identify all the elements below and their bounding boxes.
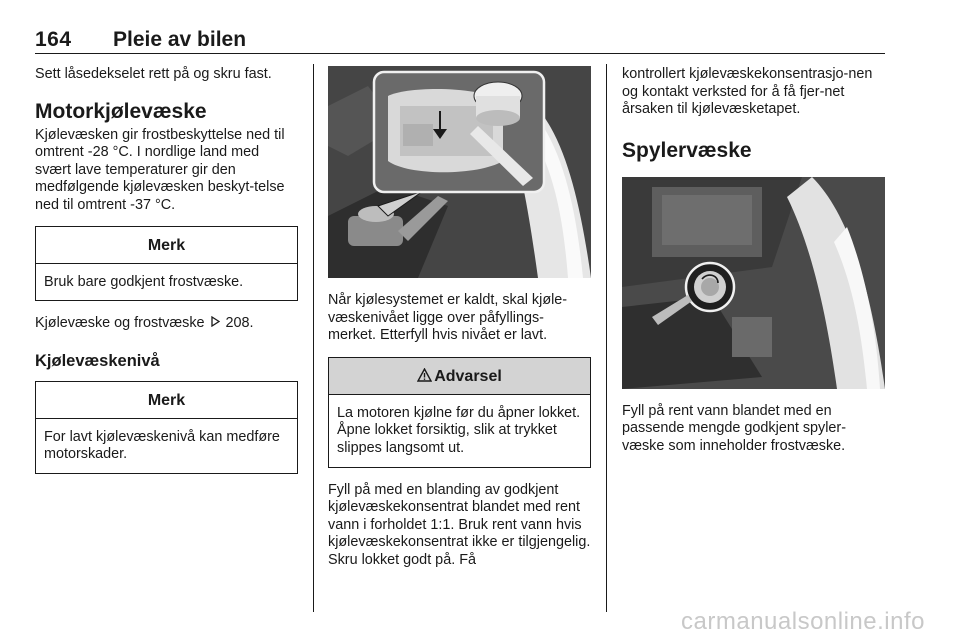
washer-fluid-illustration bbox=[622, 177, 885, 389]
intro-text: Sett låsedekselet rett på og skru fast. bbox=[35, 66, 272, 82]
subheading-kjolevaeskeniva: Kjølevæskenivå bbox=[35, 351, 160, 370]
coolant-reservoir-illustration bbox=[328, 66, 591, 278]
coolant-level-text: Når kjølesystemet er kaldt, skal kjøle-væskenivået ligge over påfyllings-merket. Etterfyll hvis nivået er lavt. bbox=[328, 292, 568, 344]
continued-text: kontrollert kjølevæskekonsentrasjo-nen og kontakt verksted for å få fjer-net årsaken til kjølevæsketapet. bbox=[622, 66, 873, 118]
note-box-level bbox=[35, 381, 298, 474]
section-heading-motorkjolevaeske: Motorkjølevæske bbox=[35, 99, 207, 123]
note-box bbox=[35, 226, 298, 302]
refill-instructions-text: Fyll på med en blanding av godkjent kjølevæskekonsentrat blandet med rent vann i forholdet 1:1. Bruk rent vann hvis kjølevæskekonsentrat ikke er tilgjengelig. Skru lokket godt på. Få bbox=[328, 481, 591, 568]
reference-text: Kjølevæske og frostvæske bbox=[35, 315, 205, 332]
page-header bbox=[35, 28, 885, 52]
warning-text: La motoren kjølne før du åpner lokket. Åpne lokket forsiktig, slik at trykket slippes langsomt ut. bbox=[337, 404, 581, 456]
warning-triangle-icon bbox=[417, 358, 432, 396]
warning-title: Advarsel bbox=[434, 367, 502, 385]
column-2 bbox=[328, 66, 591, 570]
column-1 bbox=[35, 66, 298, 474]
note-text: For lavt kjølevæskenivå kan medføre motorskader. bbox=[44, 428, 280, 463]
page-title: Pleie av bilen bbox=[113, 28, 247, 51]
column-divider bbox=[606, 64, 607, 612]
reference-page-link[interactable]: 208. bbox=[225, 315, 254, 332]
watermark: carmanualsonline.info bbox=[681, 608, 925, 635]
washer-fluid-text: Fyll på rent vann blandet med en passende mengde godkjent spyler-væske som inneholder frostvæske. bbox=[622, 402, 846, 454]
header-divider bbox=[35, 53, 885, 54]
page-number: 164 bbox=[35, 28, 72, 51]
section-heading-spylervaeske: Spylervæske bbox=[622, 138, 752, 162]
note-title: Merk bbox=[36, 227, 297, 264]
note-text: Bruk bare godkjent frostvæske. bbox=[44, 273, 244, 290]
column-divider bbox=[313, 64, 314, 612]
warning-header bbox=[329, 358, 590, 395]
column-3 bbox=[622, 66, 885, 456]
reference-paragraph bbox=[35, 315, 298, 334]
page-reference-arrow-icon bbox=[209, 316, 222, 334]
note-title: Merk bbox=[36, 382, 297, 419]
warning-box bbox=[328, 357, 591, 468]
motor-coolant-text: Kjølevæsken gir frostbeskyttelse ned til omtrent -28 °C. I nordlige land med svært lave temperaturer gir den medfølgende kjølevæsken beskyt-telse ned til omtrent -37 °C. bbox=[35, 126, 285, 213]
